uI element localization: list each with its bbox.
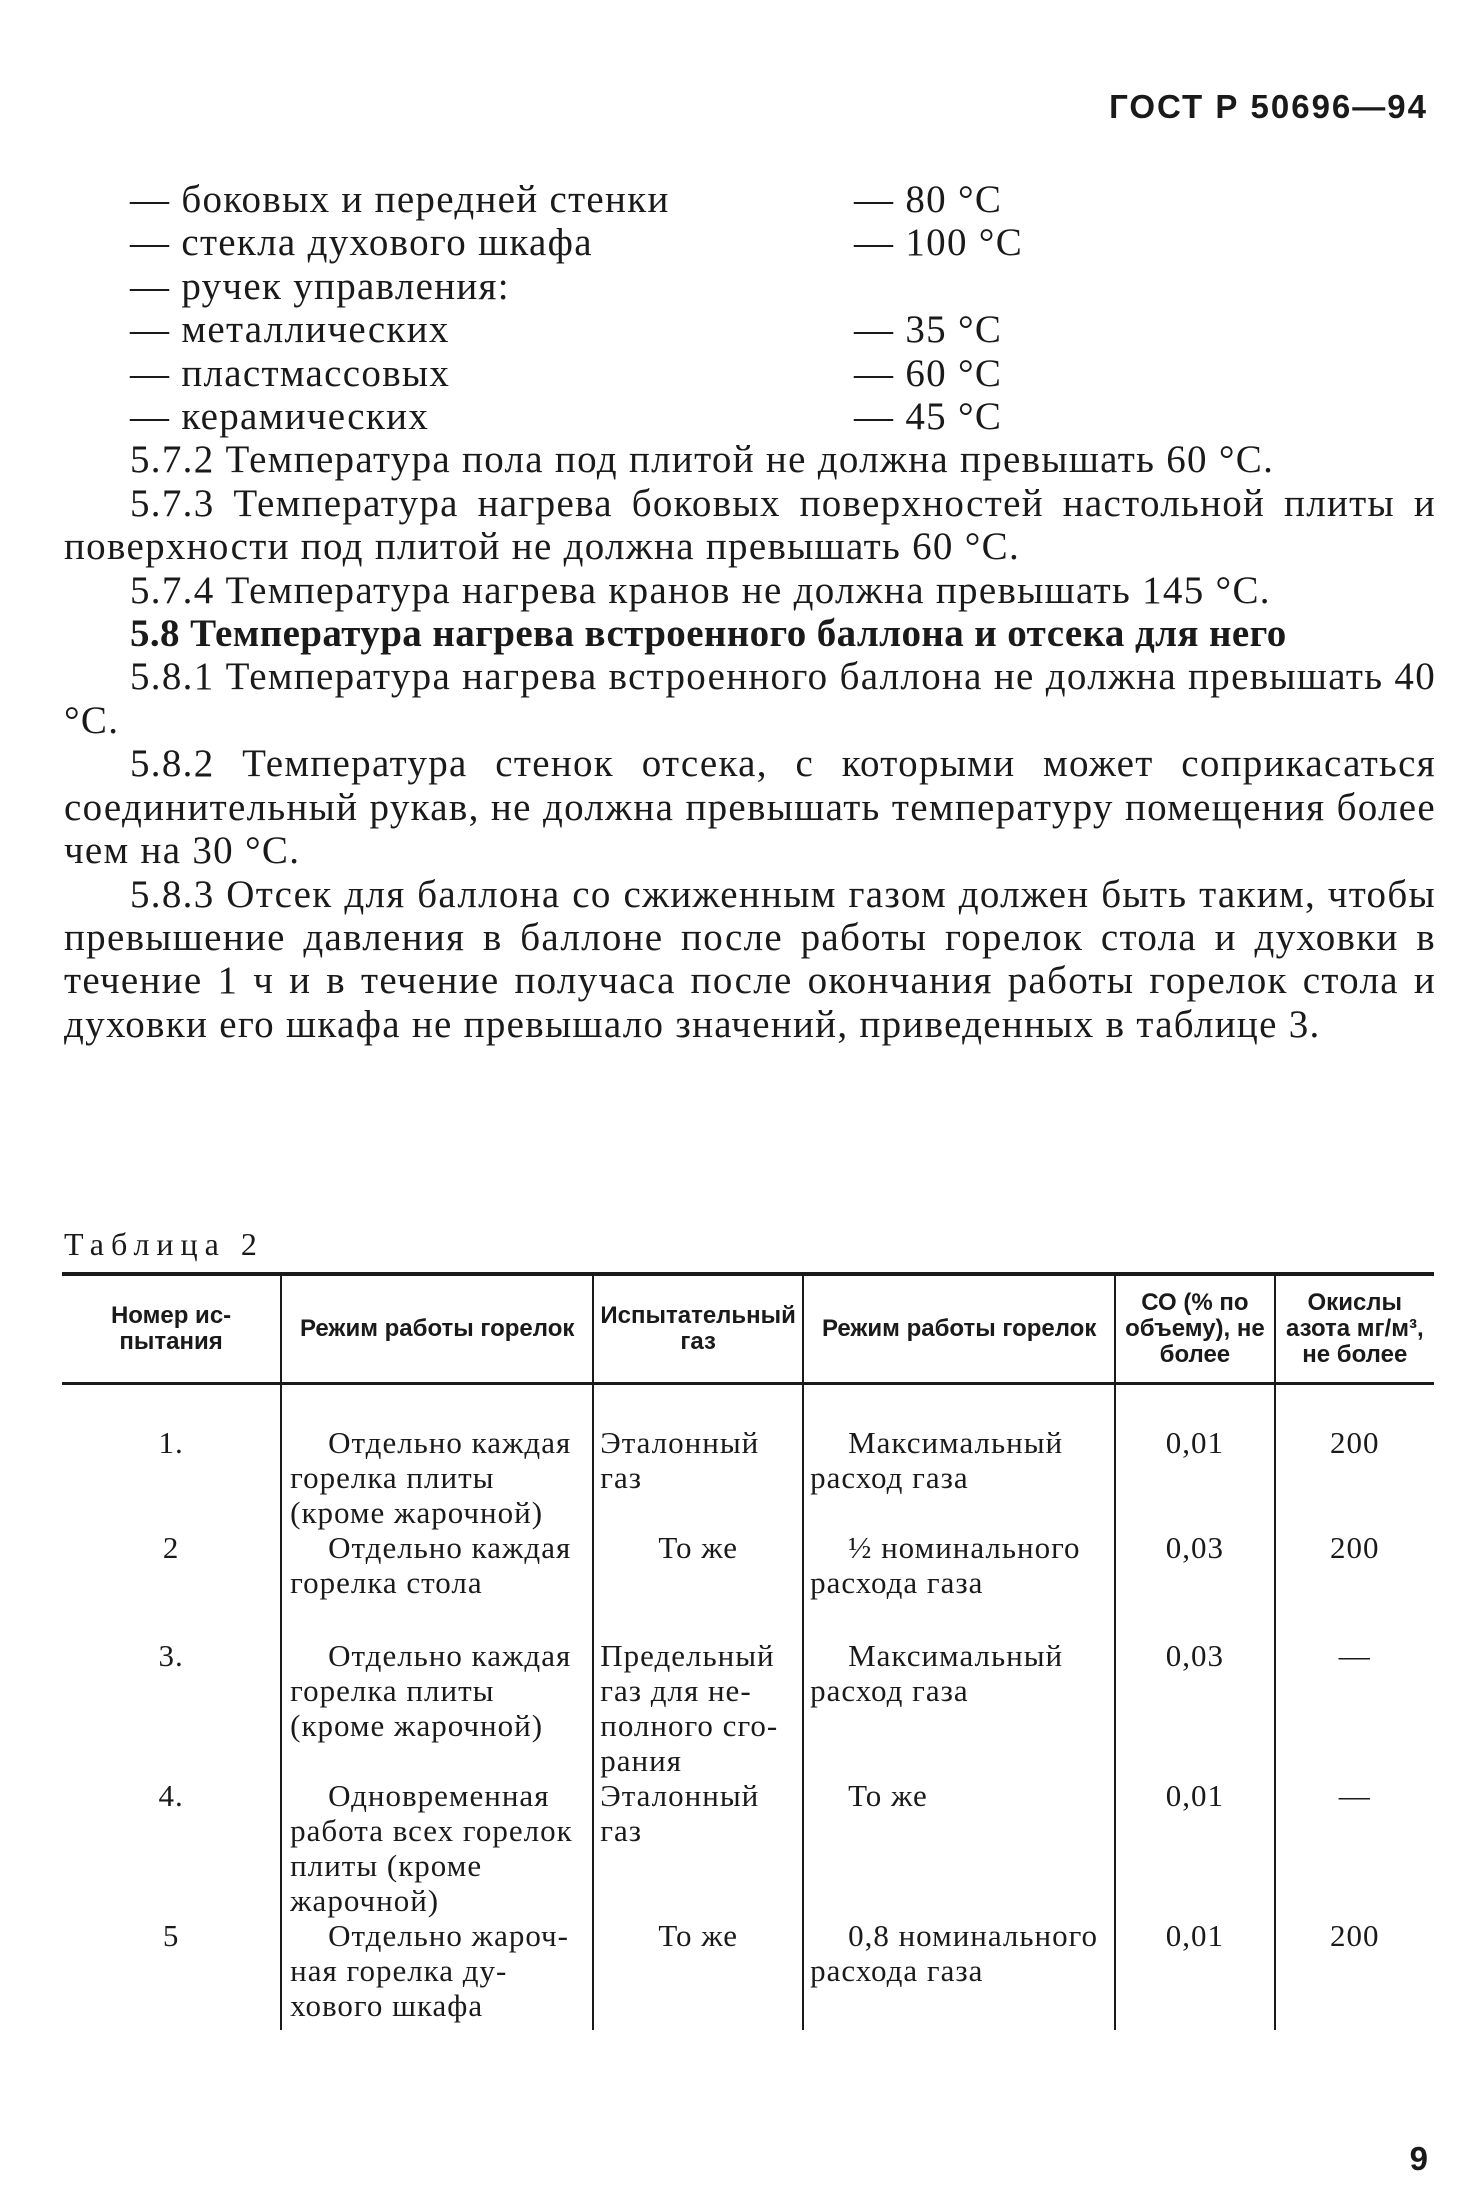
cell-co: 0,03: [1115, 1638, 1274, 1778]
header-test-gas: Испытательный газ: [593, 1274, 803, 1384]
table-row: [62, 1530, 1434, 1638]
table-row: [62, 1638, 1434, 1778]
limit-value: — 60 °С: [854, 351, 1003, 395]
header-test-number: Номер испытания: [110, 1302, 232, 1355]
cell-burner-mode: Отдельно каждая горелка стола: [281, 1530, 593, 1638]
cell-burner-mode-2: То же: [803, 1778, 1115, 1918]
cell-burner-mode: Отдельно жарочная горелка духового шкафа: [281, 1918, 593, 2030]
limit-label: — ручек управления:: [130, 264, 510, 308]
cell-test-gas: Эталонный газ: [593, 1384, 803, 1531]
section-heading-5-8: 5.8 Температура нагрева встроенного баллона и отсека для него: [130, 612, 1287, 656]
header-burner-mode-2: Режим работы горелок: [803, 1274, 1115, 1384]
paragraph-5-8-1: 5.8.1 Температура нагрева встроенного баллона не должна превышать 40 °С.: [64, 655, 1436, 742]
cell-number: 4.: [158, 1778, 184, 1813]
test-modes-table: [62, 1272, 1434, 2030]
table-caption: Таблица 2: [64, 1226, 264, 1262]
cell-test-gas: То же: [593, 1918, 803, 2030]
limit-row: [64, 395, 1436, 438]
cell-burner-mode-2: Максимальный расход газа: [803, 1384, 1115, 1531]
cell-number: 5: [162, 1918, 180, 1953]
page-number: 9: [1409, 2140, 1428, 2177]
cell-nox: 200: [1275, 1530, 1434, 1638]
cell-burner-mode-2: Максимальный расход газа: [803, 1638, 1115, 1778]
paragraph-5-8-2: 5.8.2 Температура стенок отсека, с которыми может соприкасаться соединительный рукав, не должна превышать температуру помещения более чем на 30 °С.: [64, 742, 1436, 873]
cell-co: 0,01: [1115, 1384, 1274, 1531]
cell-number: 3.: [158, 1638, 184, 1673]
cell-test-gas: То же: [593, 1530, 803, 1638]
paragraph-5-7-2: 5.7.2 Температура пола под плитой не должна превышать 60 °С.: [130, 438, 1275, 482]
paragraph-5-7-3: 5.7.3 Температура нагрева боковых поверхностей настольной плиты и поверхности под плитой не должна превышать 60 °С.: [64, 481, 1436, 569]
header-burner-mode: Режим работы горелок: [281, 1274, 593, 1384]
table-row: [62, 1778, 1434, 1918]
limit-row: [64, 308, 1436, 351]
limit-value: — 80 °С: [854, 178, 1003, 221]
cell-co: 0,01: [1115, 1918, 1274, 2030]
cell-number: 2: [162, 1530, 180, 1565]
body-text: [64, 178, 1436, 1046]
cell-number: 1.: [158, 1425, 184, 1460]
limit-label: — стекла духового шкафа: [130, 221, 593, 265]
cell-test-gas: Эталонный газ: [593, 1778, 803, 1918]
cell-burner-mode: Отдельно каждая горелка плиты (кроме жарочной): [281, 1638, 593, 1778]
cell-nox: —: [1275, 1778, 1434, 1918]
limit-value: — 45 °С: [854, 395, 1003, 439]
cell-nox: 200: [1275, 1384, 1434, 1531]
limit-row: [64, 265, 1436, 308]
header-nox-limit: Окислы азота мг/м³, не более: [1275, 1274, 1434, 1384]
limit-label: — металлических: [130, 308, 450, 352]
cell-burner-mode-2: ½ номинального расхода газа: [803, 1530, 1115, 1638]
cell-nox: 200: [1275, 1918, 1434, 2030]
limit-row: [64, 352, 1436, 395]
limit-row: [64, 221, 1436, 264]
paragraph-5-8-3: 5.8.3 Отсек для баллона со сжиженным газом должен быть таким, чтобы превышение давления в баллоне после работы горелок стола и духовки в течение 1 ч и в течение получаса после окончания работы горелок стола и духовки его шкафа не превышало значений, приведенных в таблице 3.: [64, 872, 1436, 1046]
limit-value: — 35 °С: [854, 308, 1003, 352]
table-row: [62, 1918, 1434, 2030]
cell-burner-mode: Одновременная работа всех горелок плиты (кроме жарочной): [281, 1778, 593, 1918]
cell-burner-mode-2: 0,8 номинального расхода газа: [803, 1918, 1115, 2030]
limit-label: — пластмассовых: [130, 351, 451, 395]
table-header-row: [62, 1274, 1434, 1384]
limit-row: [64, 178, 1436, 221]
header-co-limit: СО (% по объему), не более: [1115, 1274, 1274, 1384]
table-row: [62, 1384, 1434, 1531]
limit-value: — 100 °С: [854, 221, 1024, 265]
cell-test-gas: Предельный газ для неполного сгорания: [593, 1638, 803, 1778]
limit-label: — боковых и передней стенки: [130, 178, 670, 221]
cell-nox: —: [1275, 1638, 1434, 1778]
document-header: ГОСТ Р 50696—94: [1109, 88, 1428, 125]
cell-burner-mode: Отдельно каждая горелка плиты (кроме жарочной): [281, 1384, 593, 1531]
cell-co: 0,01: [1115, 1778, 1274, 1918]
limit-label: — керамических: [130, 395, 430, 439]
paragraph-5-7-4: 5.7.4 Температура нагрева кранов не должна превышать 145 °С.: [130, 568, 1271, 612]
cell-co: 0,03: [1115, 1530, 1274, 1638]
